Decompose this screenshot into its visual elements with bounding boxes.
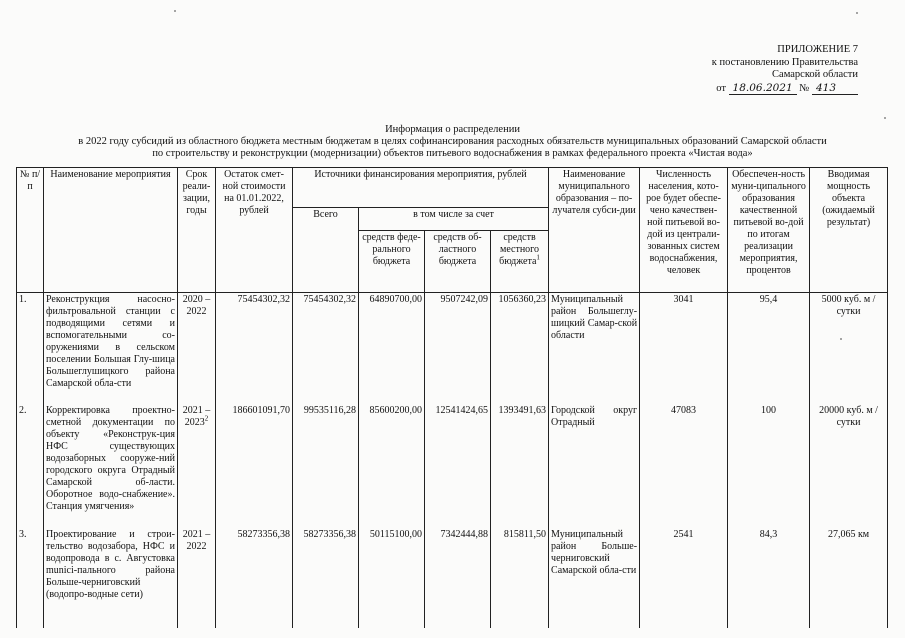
header-capacity: Вводимая мощность объекта (ожидаемый результат): [810, 168, 888, 293]
row-2-term: [178, 404, 216, 528]
row-1-share: 95,4: [728, 293, 810, 404]
appendix-number: 413: [812, 82, 858, 95]
title-line-2: в 2022 году субсидий из областного бюджета местным бюджетам в целях софинансирования расходных обязательств муниципальных образований Самарской области: [78, 136, 827, 147]
header-share: Обеспечен-ность муни-ципального образования качественной питьевой во-дой по итогам реализации мероприятия, процентов: [728, 168, 810, 293]
row-3-population: 2541: [640, 528, 728, 628]
row-3-municipality: Муниципальный район Больше-черниговский Самарской обла-сти: [549, 528, 640, 628]
header-regional: средств об-ластного бюджета: [425, 231, 491, 293]
row-1-regional: 9507242,09: [425, 293, 491, 404]
row-1-capacity: 5000 куб. м / сутки: [810, 293, 888, 404]
row-3-term: [178, 528, 216, 628]
row-2-term-footnote: 2: [204, 414, 209, 423]
row-2-share: 100: [728, 404, 810, 528]
appendix-title: ПРИЛОЖЕНИЕ 7: [777, 44, 858, 55]
row-1-num: 1.: [17, 293, 44, 404]
appendix-date-line: [640, 82, 858, 96]
row-3-capacity: 27,065 км: [810, 528, 888, 628]
header-total: Всего: [293, 208, 359, 293]
row-3-term-text: 2021 – 2022: [182, 528, 211, 552]
row-3-num: 3.: [17, 528, 44, 628]
row-1-name: Реконструкция насосно-фильтровальной станции с подводящими сетями и вспомогательными со-оружениями в сельском поселении Большая Глу-шица Большеглушицкого района Самарской обла-сти: [44, 293, 178, 404]
header-local-text: средств местного бюджета: [499, 232, 540, 267]
header-num: № п/п: [17, 168, 44, 293]
row-1-term-text: 2020 – 2022: [182, 294, 211, 317]
row-3-name: Проектирование и строи-тельство водозабора, НФС и водопровода в с. Августовка munici-пального района Больше-черниговский (водопро-водные сети): [44, 528, 178, 628]
document-title: [0, 124, 905, 160]
row-2-remain: 186601091,70: [216, 404, 293, 528]
row-3-local: 815811,50: [491, 528, 549, 628]
scan-speck: [840, 338, 842, 340]
row-1-remain: 75454302,32: [216, 293, 293, 404]
row-2-population: 47083: [640, 404, 728, 528]
row-1-local: 1056360,23: [491, 293, 549, 404]
header-local-footnote: 1: [536, 253, 540, 262]
row-3-regional: 7342444,88: [425, 528, 491, 628]
row-2-capacity: 20000 куб. м / сутки: [810, 404, 888, 528]
appendix-block: [640, 44, 858, 95]
row-1-population: 3041: [640, 293, 728, 404]
row-3-remain: 58273356,38: [216, 528, 293, 628]
row-3-federal: 50115100,00: [359, 528, 425, 628]
header-name: Наименование мероприятия: [44, 168, 178, 293]
row-2-total: 99535116,28: [293, 404, 359, 528]
appendix-region: Самарской области: [772, 69, 858, 80]
row-1-total: 75454302,32: [293, 293, 359, 404]
row-2-term-text: 2021 – 2023: [182, 404, 211, 428]
scan-speck: [174, 10, 176, 12]
row-1-federal: 64890700,00: [359, 293, 425, 404]
row-2-local: 1393491,63: [491, 404, 549, 528]
distribution-table: [16, 167, 888, 628]
row-2-federal: 85600200,00: [359, 404, 425, 528]
row-2-regional: 12541424,65: [425, 404, 491, 528]
row-1-municipality: Муниципальный район Большеглу-шицкий Самар-ской области: [549, 293, 640, 404]
number-sign: №: [799, 82, 810, 94]
row-3-share: 84,3: [728, 528, 810, 628]
title-line-1: Информация о распределении: [385, 124, 520, 135]
header-remain: Остаток смет-ной стоимости на 01.01.2022, рублей: [216, 168, 293, 293]
row-2-num: 2.: [17, 404, 44, 528]
header-population: Численность населения, кото-рое будет обеспе-чено качествен-ной питьевой во-дой из централи-зованных систем водоснабжения, человек: [640, 168, 728, 293]
date-prefix: от: [716, 82, 726, 94]
appendix-date: 18.06.2021: [729, 82, 797, 95]
header-municipality: Наименование муниципального образования – по-лучателя субси-дии: [549, 168, 640, 293]
header-term: Срок реали-зации, годы: [178, 168, 216, 293]
header-federal: средств феде-рального бюджета: [359, 231, 425, 293]
row-3-total: 58273356,38: [293, 528, 359, 628]
row-2-name: Корректировка проектно-сметной документации по объекту «Реконструк-ция НФС существующих водозаборных сооруже-ний городского округа Отрадный Самарской об-ласти. Оборотное водо-снабжение». Станция умягчения»: [44, 404, 178, 528]
scan-speck: [856, 12, 858, 14]
header-incl: в том числе за счет: [359, 208, 549, 231]
row-1-term: [178, 293, 216, 404]
header-sources: Источники финансирования мероприятия, рублей: [293, 168, 549, 208]
title-line-3: по строительству и реконструкции (модернизации) объектов питьевого водоснабжения в рамках федерального проекта «Чистая вода»: [152, 148, 753, 159]
header-local: [491, 231, 549, 293]
row-2-municipality: Городской округ Отрадный: [549, 404, 640, 528]
appendix-resolution: к постановлению Правительства: [711, 56, 858, 68]
scan-speck: [884, 117, 886, 119]
